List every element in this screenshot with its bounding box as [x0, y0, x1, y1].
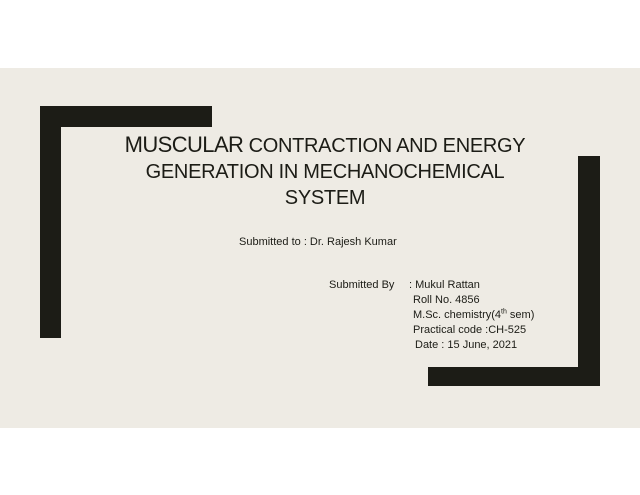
slide-title	[90, 132, 560, 211]
bracket-bottom-right-vertical	[578, 156, 600, 386]
date: Date : 15 June, 2021	[415, 339, 518, 351]
bracket-bottom-right-horizontal	[428, 367, 600, 386]
title-line-1	[90, 132, 560, 159]
title-slide	[0, 68, 640, 428]
student-name: : Mukul Rattan	[409, 279, 480, 291]
roll-number: Roll No. 4856	[413, 294, 480, 306]
submitted-to: Submitted to : Dr. Rajesh Kumar	[239, 236, 397, 248]
bracket-top-left-vertical	[40, 106, 61, 338]
title-line-2: GENERATION IN MECHANOCHEMICAL	[145, 161, 505, 183]
title-line-1-rest: CONTRACTION AND ENERGY	[243, 135, 526, 157]
course-sup: th	[501, 308, 507, 316]
course	[409, 308, 534, 323]
title-lead-word: MUSCULAR	[124, 132, 244, 157]
practical-code: Practical code :CH-525	[413, 324, 527, 336]
submitted-by-details	[409, 278, 534, 353]
submitted-by-label: Submitted By	[329, 279, 395, 291]
title-line-3: SYSTEM	[284, 187, 366, 209]
bracket-top-left-horizontal	[40, 106, 212, 127]
course-post: sem)	[506, 309, 535, 321]
course-pre: M.Sc. chemistry(4	[413, 309, 502, 321]
